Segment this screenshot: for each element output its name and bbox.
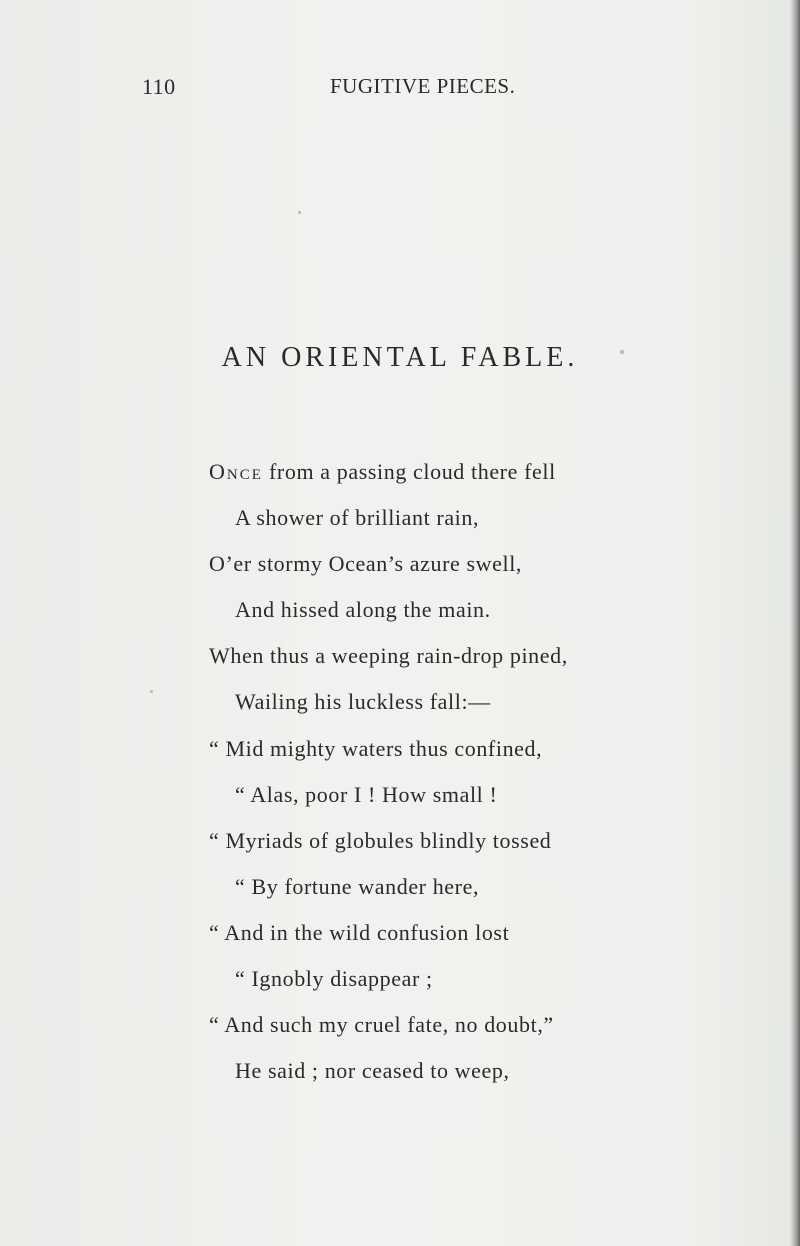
poem-line: O’er stormy Ocean’s azure swell, (209, 551, 523, 576)
paper-speck (298, 211, 301, 214)
page-number: 110 (142, 74, 176, 99)
poem-first-word: Once (209, 459, 263, 484)
poem-line: And hissed along the main. (235, 597, 491, 622)
poem-line-text: from a passing cloud there fell (269, 459, 556, 484)
poem-line (209, 459, 556, 485)
poem-line: Wailing his luckless fall:— (235, 689, 491, 714)
paper-speck (150, 690, 153, 693)
page-header (0, 74, 800, 104)
poem-line: “ Ignobly disappear ; (235, 966, 433, 991)
poem-line: “ And such my cruel fate, no doubt,” (209, 1012, 554, 1037)
poem-line: “ Alas, poor I ! How small ! (235, 782, 498, 807)
poem-line: He said ; nor ceased to weep, (235, 1058, 510, 1083)
poem-line: “ Mid mighty waters thus confined, (209, 736, 543, 761)
poem-title: AN ORIENTAL FABLE. (221, 342, 579, 373)
poem-line: When thus a weeping rain-drop pined, (209, 643, 568, 668)
poem-line: A shower of brilliant rain, (235, 505, 480, 530)
running-head: FUGITIVE PIECES. (330, 74, 516, 98)
poem-line: “ By fortune wander here, (235, 874, 480, 899)
page-edge-shadow (790, 0, 800, 1246)
poem-line: “ And in the wild confusion lost (209, 920, 510, 945)
poem-line: “ Myriads of globules blindly tossed (209, 828, 552, 853)
